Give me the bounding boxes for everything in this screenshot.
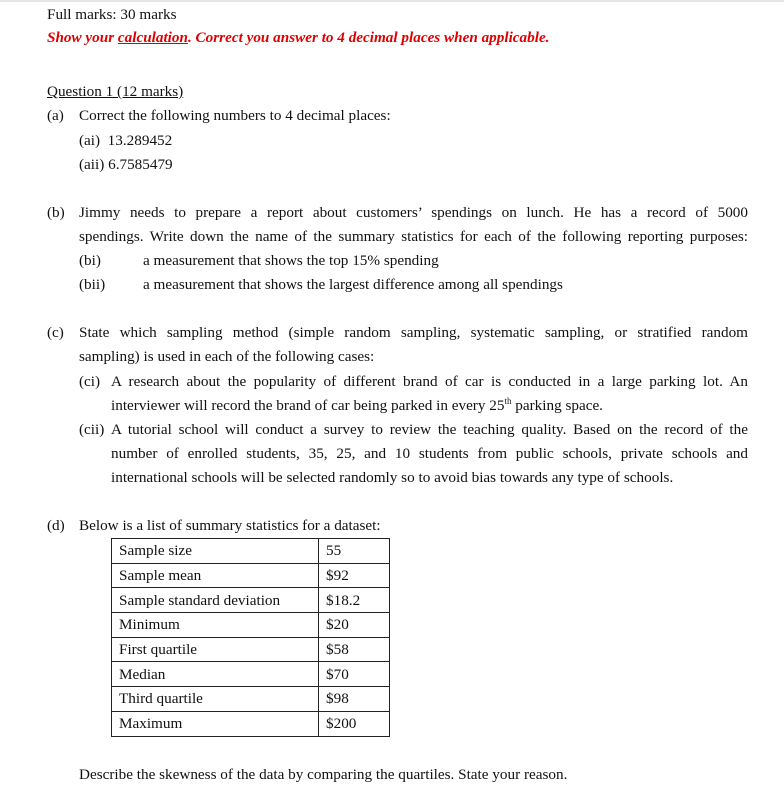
part-d-label: (d) [47,517,65,534]
full-marks: Full marks: 30 marks [47,6,177,23]
stat-value: $70 [319,662,390,687]
item-cii-line1: A tutorial school will conduct a survey to review the teaching quality. Based on the record of the [111,421,748,438]
table-row [112,687,390,712]
item-ai [79,129,172,153]
stat-name: Minimum [112,613,319,638]
table-row [112,711,390,736]
item-bii-text: a measurement that shows the largest difference among all spendings [143,276,563,293]
item-aii [79,153,173,177]
item-cii-line3: international schools will be selected randomly so to avoid bias towards any type of schools. [111,469,674,486]
item-aii-label: (aii) [79,156,105,173]
stat-name: Maximum [112,711,319,736]
item-ci-label: (ci) [79,373,101,390]
part-a-text: Correct the following numbers to 4 decimal places: [79,107,391,124]
item-bi-label: (bi) [79,252,101,269]
table-row [112,539,390,564]
stat-value: $98 [319,687,390,712]
part-c-label: (c) [47,324,64,341]
stat-value: $92 [319,563,390,588]
item-cii-line2: number of enrolled students, 35, 25, and 10 students from public schools, private schools and [111,445,748,462]
stat-name: Sample standard deviation [112,588,319,613]
stat-name: Median [112,662,319,687]
table-row [112,637,390,662]
summary-statistics-table [111,538,390,737]
table-row [112,588,390,613]
item-ci-line2-post: parking space. [511,397,603,414]
part-c-line2: sampling) is used in each of the following cases: [79,348,375,365]
table-row [112,563,390,588]
top-border [0,0,784,2]
stat-value: $58 [319,637,390,662]
item-cii-label: (cii) [79,421,105,438]
part-b-line2: spendings. Write down the name of the summary statistics for each of the following reporting purposes: [79,228,748,245]
stat-name: Sample mean [112,563,319,588]
stat-name: Third quartile [112,687,319,712]
item-ci-line2 [111,394,603,418]
part-b-label: (b) [47,204,65,221]
part-d-text: Below is a list of summary statistics for a dataset: [79,517,381,534]
stat-value: 55 [319,539,390,564]
item-ai-label: (ai) [79,132,101,149]
item-ai-value: 13.289452 [107,132,173,149]
table-row [112,662,390,687]
part-a-label: (a) [47,107,64,124]
question-title: Question 1 (12 marks) [47,83,184,100]
item-bii-label: (bii) [79,276,106,293]
table-row [112,613,390,638]
instruction [47,26,549,50]
stat-value: $200 [319,711,390,736]
instruction-calculation: calculation [117,29,188,46]
item-ci-line2-sup: th [504,395,512,406]
instruction-post: . Correct you answer to 4 decimal places when applicable. [187,29,550,46]
item-aii-value: 6.7585479 [108,156,173,173]
item-bi-text: a measurement that shows the top 15% spending [143,252,439,269]
part-b-line1: Jimmy needs to prepare a report about customers’ spendings on lunch. He has a record of 5000 [79,204,748,221]
stat-value: $20 [319,613,390,638]
part-c-line1: State which sampling method (simple random sampling, systematic sampling, or stratified random [79,324,748,341]
item-ci-line2-pre: interviewer will record the brand of car being parked in every 25 [111,397,505,414]
stat-name: First quartile [112,637,319,662]
part-d-question: Describe the skewness of the data by comparing the quartiles. State your reason. [79,766,568,783]
instruction-pre: Show your [47,29,118,46]
stat-name: Sample size [112,539,319,564]
item-ci-line1: A research about the popularity of different brand of car is conducted in a large parking lot. An [111,373,748,390]
stat-value: $18.2 [319,588,390,613]
